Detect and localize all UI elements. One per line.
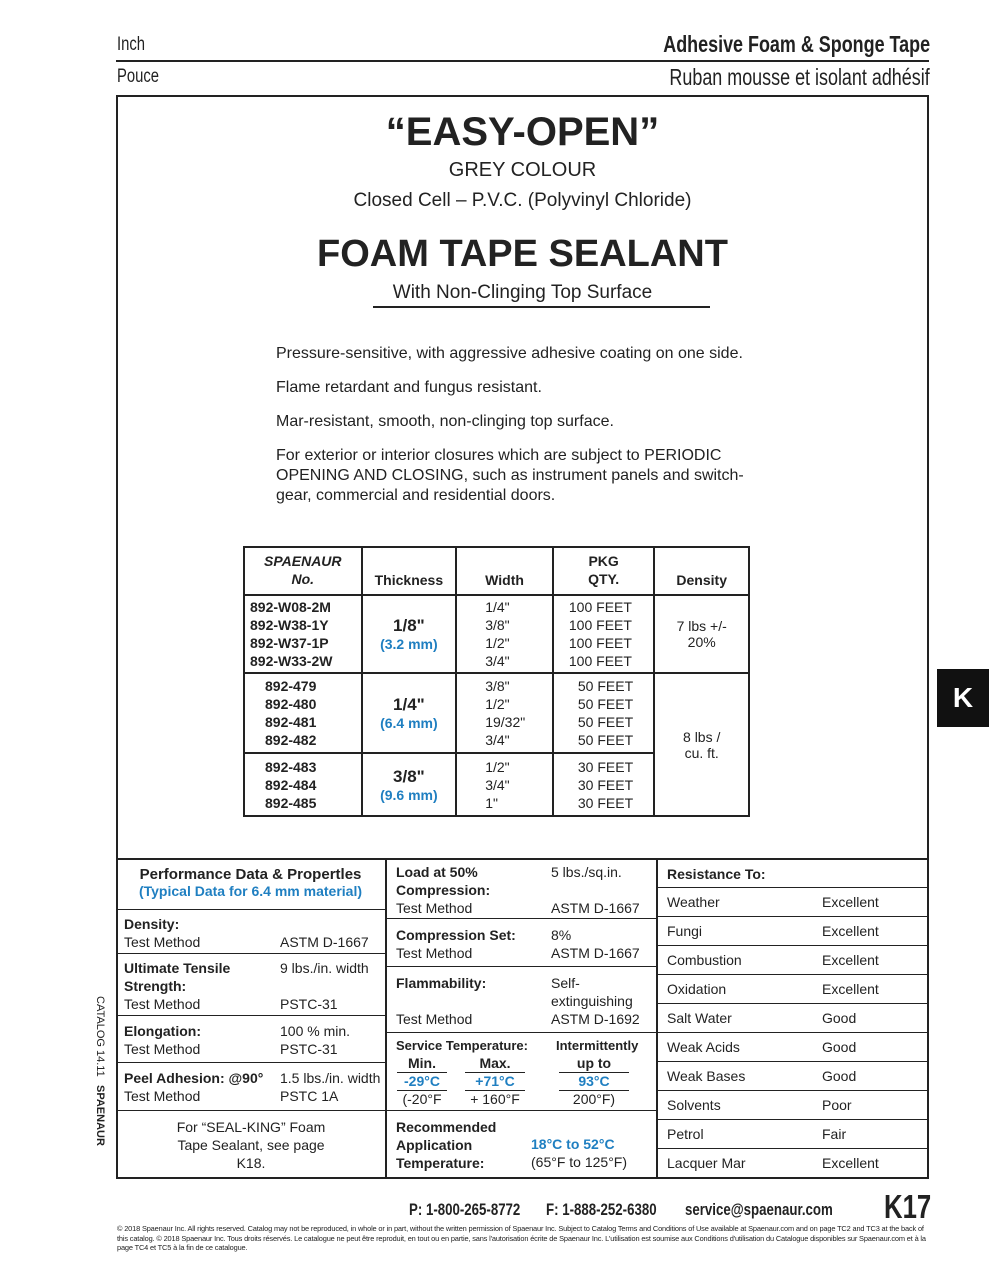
product-subtitle: With Non-Clinging Top Surface — [392, 282, 653, 303]
catalog-version: CATALOG 14.11 — [94, 996, 106, 1077]
resistance-item: Salt Water — [667, 1010, 732, 1026]
resistance-row — [658, 1120, 927, 1149]
resistance-rating: Excellent — [822, 981, 879, 997]
feature-item: For exterior or interior closures which are subject to PERIODIC OPENING AND CLOSING, such as instrument panels and switch-gear, commercial and residential doors. — [276, 447, 744, 504]
resistance-row — [658, 946, 927, 975]
resistance-row — [658, 1091, 927, 1120]
resistance-item: Petrol — [667, 1126, 704, 1142]
side-brand: SPAENAUR — [94, 1085, 106, 1146]
resistance-rating: Excellent — [822, 923, 879, 939]
header-unit-fr: Pouce — [117, 66, 160, 87]
resistance-rating: Excellent — [822, 1155, 879, 1171]
resistance-item: Lacquer Mar — [667, 1155, 746, 1171]
resistance-item: Weak Bases — [667, 1068, 746, 1084]
resistance-item: Weather — [667, 894, 720, 910]
resistance-item: Combustion — [667, 952, 742, 968]
resistance-rating: Poor — [822, 1097, 852, 1113]
product-colour: GREY COLOUR — [448, 159, 597, 181]
resistance-item: Oxidation — [667, 981, 727, 997]
feature-item: Pressure-sensitive, with aggressive adhesive coating on one side. — [276, 345, 743, 362]
footer-phone: P: 1-800-265-8772 — [409, 1200, 521, 1219]
footer-legal: © 2018 Spaenaur Inc. All rights reserved. Catalog may not be reproduced, in whole or in part, without the written permission of Spaenaur Inc. Subject to Catalog Terms and Conditions of Use available at Spaenaur.com and on page TC2 and TC3 at the back of this catalog. © 2018 Spaenaur Inc. Tous droits réservés. Le catalogue ne peut être reproduit, en tout ou en partie, sans l'autorisation écrite de Spaenaur Inc. L'utilisation est soumise aux Conditions d'utilisation du Catalogue disponibles sur Spaenaur.com et à la page TC4 et TC5 à la fin de ce catalogue. — [117, 1224, 926, 1252]
resistance-title: Resistance To: — [658, 860, 927, 888]
resistance-row — [658, 975, 927, 1004]
performance-title: Performance Data & Propertles — [139, 866, 362, 883]
specs-section — [116, 858, 929, 1179]
performance-subtitle: (Typical Data for 6.4 mm material) — [138, 883, 363, 899]
resistance-rating: Excellent — [822, 894, 879, 910]
density-cell: 7 lbs +/- 20% — [654, 595, 749, 673]
product-type: FOAM TAPE SEALANT — [317, 233, 728, 275]
properties-column: Load at 50% Compression: 5 lbs./sq.in. Test Method ASTM D-1667 Compression Set: 8% Test Method ASTM D-1667 Flammability: Self-extinguishing Test Method ASTM D-1692 Service Temperature: Intermittently Min. -29°C (-20°F Max. +71°C + 160°F up to 93°C 200°F) Recommended Application Temperature: 18°C to 52°C (65°F to 125°F) — [387, 860, 658, 1179]
feature-item: Flame retardant and fungus resistant. — [276, 379, 542, 396]
footer-email[interactable]: service@spaenaur.com — [685, 1200, 833, 1219]
col-header-thickness: Thickness — [362, 547, 457, 595]
rec-temp-label: Recommended Application Temperature: — [396, 1119, 497, 1171]
density-cell: 8 lbs / cu. ft. — [654, 673, 749, 816]
section-tab-k[interactable]: K — [937, 669, 989, 727]
product-material: Closed Cell – P.V.C. (Polyvinyl Chloride) — [353, 190, 692, 211]
resistance-row — [658, 1062, 927, 1091]
col-header-qty: PKG QTY. — [553, 547, 655, 595]
footer-fax: F: 1-888-252-6380 — [546, 1200, 657, 1219]
rec-temp-c: 18°C to 52°C — [531, 1136, 615, 1152]
resistance-item: Solvents — [667, 1097, 721, 1113]
feature-item: Mar-resistant, smooth, non-clinging top surface. — [276, 413, 614, 430]
rec-temp-f: (65°F to 125°F) — [531, 1154, 628, 1170]
resistance-rating: Good — [822, 1010, 857, 1026]
resistance-rating: Good — [822, 1039, 857, 1055]
resistance-row — [658, 1149, 927, 1178]
header-category-fr: Ruban mousse et isolant adhésif — [669, 64, 930, 90]
resistance-row — [658, 1004, 927, 1033]
resistance-row — [658, 917, 927, 946]
resistance-item: Fungi — [667, 923, 703, 939]
header-unit-en: Inch — [117, 34, 146, 55]
resistance-rating: Fair — [822, 1126, 847, 1142]
table-row: 892-W08-2M 892-W38-1Y 892-W37-1P 892-W33-2W 1/8" (3.2 mm) 1/4" 3/8" 1/2" 3/4" 100 FEET 100 FEET 100 FEET 100 FEET 7 lbs +/- 20% — [244, 595, 749, 673]
feature-list — [276, 344, 766, 506]
resistance-row — [658, 888, 927, 917]
header-divider — [116, 60, 929, 62]
resistance-rating: Good — [822, 1068, 857, 1084]
page-number: K17 — [884, 1188, 932, 1225]
header-category-en: Adhesive Foam & Sponge Tape — [663, 31, 930, 57]
product-table — [243, 546, 750, 817]
product-name: “EASY-OPEN” — [385, 110, 660, 154]
performance-column: Performance Data & Propertles (Typical Data for 6.4 mm material) Density: Test Method ASTM D-1667 Ultimate Tensile Strength: 9 lbs./in. width Test Method PSTC-31 Elongation: 100 % min. Test Method PSTC-31 Peel Adhesion: @90° 1.5 lbs./in. width Test Method PSTC 1A For “SEAL-KING” Foam Tape Sealant, see page K18. — [116, 860, 387, 1179]
seal-king-note: For “SEAL-KING” Foam Tape Sealant, see page K18. — [176, 1119, 326, 1171]
col-header-part: SPAENAUR No. — [244, 547, 362, 595]
resistance-row — [658, 1033, 927, 1062]
resistance-item: Weak Acids — [667, 1039, 740, 1055]
col-header-density: Density — [654, 547, 749, 595]
table-row: 892-483 892-484 892-485 3/8" (9.6 mm) 1/2" 3/4" 1" 30 FEET 30 FEET 30 FEET — [244, 753, 749, 816]
resistance-column — [658, 860, 927, 1179]
table-row: 892-479 892-480 892-481 892-482 1/4" (6.4 mm) 3/8" 1/2" 19/32" 3/4" 50 FEET 50 FEET 50 FEET 50 FEET 8 lbs / cu. ft. — [244, 673, 749, 753]
subtitle-underline — [373, 306, 710, 308]
resistance-rating: Excellent — [822, 952, 879, 968]
col-header-width: Width — [456, 547, 553, 595]
